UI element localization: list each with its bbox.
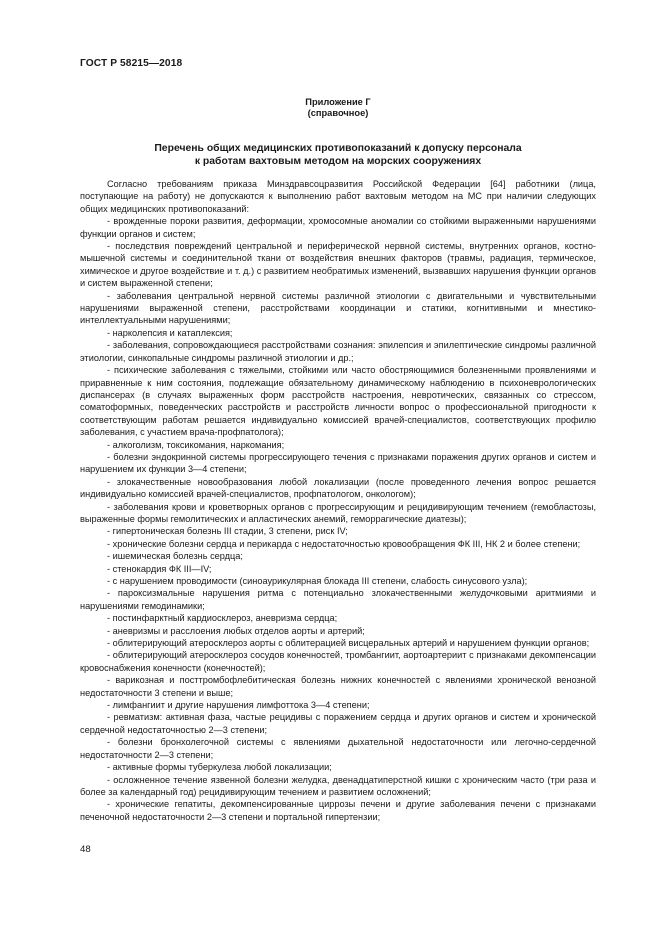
contraindication-item: - хронические гепатиты, декомпенсированные циррозы печени и другие заболевания печени с признаками печеночной недостаточности 2—3 степени и портальной гипертензии;	[80, 799, 596, 822]
contraindication-item: - последствия повреждений центральной и периферической нервной системы, внутренних органов, костно-мышечной системы и соединительной ткани от воздействия внешних факторов (травмы, радиация, термическое, химическое и другое воздействие и т. д.) с развитием необратимых изменений, вызвавших нарушения функции органов и систем выраженной степени;	[80, 241, 596, 289]
page-number: 48	[80, 844, 91, 855]
contraindication-item: - болезни эндокринной системы прогрессирующего течения с признаками поражения других органов и систем и нарушением их функции 3—4 степени;	[80, 451, 596, 475]
contraindication-item: - пароксизмальные нарушения ритма с потенциально злокачественными желудочковыми аритмиями и нарушениями гемодинамики;	[80, 588, 596, 611]
intro-paragraph: Согласно требованиям приказа Минздравсоцразвития Российской Федерации [64] работники (лица, поступающие на работу) не допускаются к выполнению работ вахтовым методом на МС при наличии следующих общих медицинских противопоказаний:	[80, 179, 596, 214]
section-title	[80, 142, 596, 168]
appendix-type: (справочное)	[307, 108, 369, 118]
document-code: ГОСТ Р 58215—2018	[80, 58, 183, 69]
contraindication-item: - облитерирующий атеросклероз аорты с облитерацией висцеральных артерий и нарушением функции органов;	[107, 638, 590, 649]
contraindication-item: - ишемическая болезнь сердца;	[107, 551, 243, 562]
contraindication-item: - постинфарктный кардиосклероз, аневризма сердца;	[107, 613, 338, 624]
contraindication-item: - алкоголизм, токсикомания, наркомания;	[107, 439, 285, 450]
contraindication-item: - врожденные пороки развития, деформации, хромосомные аномалии со стойкими выраженными нарушениями функции органов и систем;	[80, 216, 596, 239]
contraindication-item: - нарколепсия и катаплексия;	[107, 327, 233, 338]
contraindication-item: - заболевания центральной нервной системы различной этиологии с двигательными и чувствительными нарушениями выраженной степени, расстройствами координации и статики, когнитивными и мнестико-интеллектуальными нарушениями;	[80, 290, 596, 326]
contraindication-item: - заболевания крови и кроветворных органов с прогрессирующим и рецидивирующим течением (гемобластозы, выраженные формы гемолитических и апластических анемий, геморрагические диатезы);	[80, 501, 596, 524]
contraindication-item: - гипертоническая болезнь III стадии, 3 степени, риск IV;	[107, 526, 348, 537]
contraindication-item: - злокачественные новообразования любой локализации (после проведенного лечения вопрос решается индивидуально комиссией врачей-специалистов, профпатологом, онкологом);	[80, 476, 596, 500]
contraindication-item: - осложненное течение язвенной болезни желудка, двенадцатиперстной кишки с хроническим часто (три раза и более за календарный год) рецидивирующим течением и развитием осложнений;	[80, 774, 596, 797]
section-title-line-1: Перечень общих медицинских противопоказаний к допуску персонала	[154, 143, 522, 154]
contraindication-item: - ревматизм: активная фаза, частые рецидивы с поражением сердца и других органов и систем и хронической сердечной недостаточностью 2—3 степени;	[80, 712, 596, 735]
appendix-label: Приложение Г	[305, 97, 371, 107]
contraindication-item: - лимфангиит и другие нарушения лимфоттока 3—4 степени;	[107, 700, 370, 711]
contraindication-item: - хронические болезни сердца и перикарда с недостаточностью кровообращения ФК III, НК 2 и более степени;	[107, 538, 581, 549]
contraindication-item: - облитерирующий атеросклероз сосудов конечностей, тромбангиит, аортоартериит с признаками декомпенсации кровоснабжения конечности (конечностей);	[80, 650, 596, 673]
contraindication-item: - стенокардия ФК III—IV;	[107, 563, 212, 574]
contraindication-item: - аневризмы и расслоения любых отделов аорты и артерий;	[107, 625, 365, 636]
contraindication-item: - болезни бронхолегочной системы с явлениями дыхательной недостаточности или легочно-сердечной недостаточности 2—3 степени;	[80, 737, 596, 760]
contraindication-item: - активные формы туберкулеза любой локализации;	[107, 762, 332, 773]
body-text	[80, 178, 596, 823]
contraindication-item: - заболевания, сопровождающиеся расстройствами сознания: эпилепсия и эпилептические синдромы различной этиологии, синкопальные синдромы различной этиологии и др.;	[80, 340, 596, 363]
contraindication-item: - варикозная и посттромбофлебитическая болезнь нижних конечностей с явлениями хронической венозной недостаточности 3 степени и выше;	[80, 675, 596, 698]
section-title-line-2: к работам вахтовым методом на морских сооружениях	[194, 156, 482, 167]
contraindication-item: - психические заболевания с тяжелыми, стойкими или часто обостряющимися болезненными проявлениями и приравненные к ним состояния, подлежащие обязательному динамическому наблюдению в психоневрологических диспансерах (в случаях выраженных форм расстройств настроения, невротических, связанных со стрессом, соматоформных, поведенческих расстройств и расстройств личности вопрос о профессиональной пригодности к соответствующим работам решается индивидуально комиссией врачей-специалистов, соответствующих профилю заболевания, с участием врача-профпатолога);	[80, 365, 596, 438]
contraindication-item: - с нарушением проводимости (синоаурикулярная блокада III степени, слабость синусового узла);	[107, 576, 528, 586]
